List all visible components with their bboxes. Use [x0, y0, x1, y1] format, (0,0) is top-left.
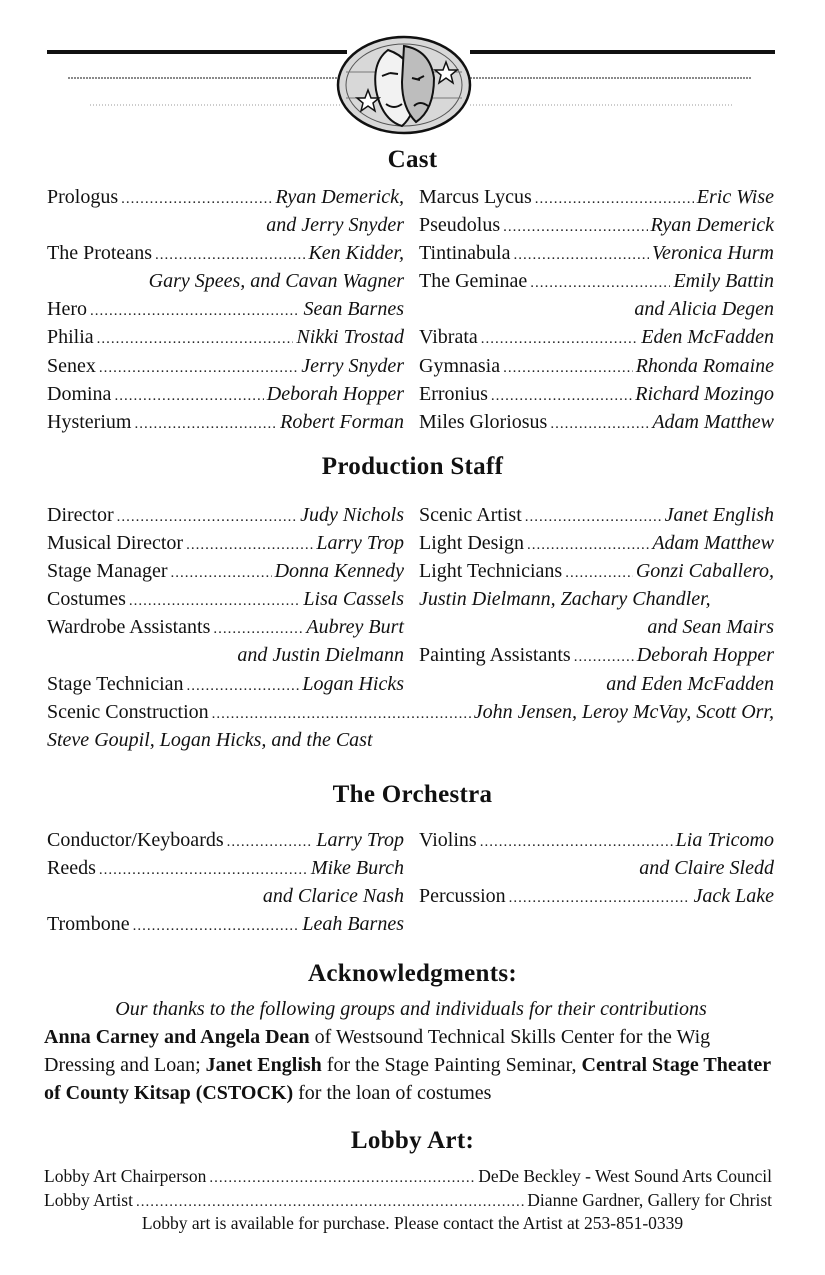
credit-row [419, 383, 774, 411]
ack-text-3: for the loan of costumes [293, 1082, 492, 1104]
credit-role: Domina [47, 382, 112, 405]
credit-name: Gonzi Caballero, [635, 560, 774, 583]
credit-role: Trombone [47, 913, 130, 936]
leader-dots [121, 191, 272, 208]
credit-row [419, 644, 774, 672]
credit-row [47, 355, 404, 383]
credit-row [47, 673, 404, 701]
credit-role: Vibrata [419, 326, 478, 349]
credit-row [419, 885, 774, 913]
credit-row [47, 242, 404, 270]
credit-row [47, 857, 404, 885]
credit-row [419, 829, 774, 857]
credit-role: Light Technicians [419, 560, 563, 583]
credit-role: Lobby Artist [44, 1189, 133, 1210]
credit-row [47, 383, 404, 411]
credit-row [47, 186, 404, 214]
leader-dots [227, 834, 314, 851]
credit-continuation: Steve Goupil, Logan Hicks, and the Cast [47, 729, 373, 752]
leader-dots [117, 509, 297, 526]
credit-name: Robert Forman [280, 410, 404, 433]
ack-text-2: for the Stage Painting Seminar, [321, 1054, 582, 1076]
credit-role: Light Design [419, 532, 524, 555]
credit-role: Tintinabula [419, 242, 511, 265]
credit-continuation: and Justin Dielmann [237, 644, 404, 667]
credit-role: Prologus [47, 186, 119, 208]
credit-role: Hero [47, 298, 87, 321]
orchestra-right-column [419, 829, 774, 913]
leader-dots [525, 509, 662, 526]
credit-row [47, 913, 404, 941]
credit-name: Larry Trop [316, 829, 404, 851]
credit-role: Gymnasia [419, 354, 501, 377]
credit-continuation: and Alicia Degen [634, 298, 774, 321]
credit-role: Percussion [419, 885, 506, 908]
credit-row [419, 355, 774, 383]
credit-row [419, 532, 774, 560]
header-ornament [0, 0, 825, 145]
lobby-art-heading: Lobby Art: [350, 1127, 475, 1154]
credit-name: Jerry Snyder [301, 354, 404, 377]
cast-left-column [47, 186, 404, 439]
credit-name: Mike Burch [310, 857, 404, 880]
credit-row [47, 298, 404, 326]
credit-name: Judy Nichols [300, 504, 404, 526]
credit-row [419, 560, 774, 588]
credit-continuation: and Clarice Nash [262, 885, 404, 908]
credit-name: Emily Battin [673, 270, 774, 293]
leader-dots [129, 593, 301, 610]
leader-dots [503, 219, 647, 236]
leader-dots [133, 918, 300, 935]
lobby-art-note: Lobby art is available for purchase. Please contact the Artist at 253-851-0339 [141, 1213, 684, 1233]
credit-name: Rhonda Romaine [635, 354, 774, 377]
lobby-art-list [44, 1166, 772, 1213]
credit-continuation: Gary Spees, and Cavan Wagner [148, 270, 404, 293]
credit-role: Scenic Artist [419, 504, 522, 526]
credit-name: Nikki Trostad [296, 326, 404, 349]
credit-name: Eden McFadden [641, 326, 774, 349]
credit-continuation: and Sean Mairs [647, 616, 774, 639]
credit-name: Richard Mozingo [635, 382, 774, 405]
leader-dots [503, 360, 633, 377]
credit-name: Deborah Hopper [266, 382, 404, 405]
credit-row [419, 186, 774, 214]
credit-role: Miles Gloriosus [419, 410, 548, 433]
credit-row [419, 214, 774, 242]
masks-emblem-icon [338, 37, 470, 133]
leader-dots [97, 331, 294, 348]
credit-name: Lia Tricomo [675, 829, 774, 851]
credit-role: Stage Technician [47, 672, 184, 695]
credit-role: Lobby Art Chairperson [44, 1166, 207, 1186]
credit-row [47, 532, 404, 560]
credit-name: Adam Matthew [652, 410, 774, 433]
leader-dots [509, 890, 691, 907]
cast-right-column [419, 186, 774, 439]
production-staff-heading: Production Staff [321, 453, 504, 480]
credit-continuation: and Eden McFadden [606, 672, 774, 695]
credit-role: The Geminae [419, 270, 528, 293]
credit-role: The Proteans [47, 242, 152, 265]
credit-role: Stage Manager [47, 560, 168, 583]
credit-name: Donna Kennedy [274, 560, 404, 583]
credit-row [47, 326, 404, 354]
leader-dots [565, 565, 633, 582]
credit-name: DeDe Beckley - West Sound Arts Council [478, 1166, 772, 1186]
credit-name: Ryan Demerick [650, 214, 774, 237]
leader-dots [171, 565, 272, 582]
credit-name: Leah Barnes [302, 913, 404, 936]
leader-dots [212, 706, 471, 723]
leader-dots [574, 649, 634, 666]
leader-dots [186, 537, 313, 554]
acknowledgments-text [44, 995, 778, 1107]
orchestra-heading: The Orchestra [332, 781, 493, 808]
ack-text-1: of Westsound Technical Skills Center for the Wig Dressing and Loan; [44, 1026, 711, 1076]
acknowledgments-heading: Acknowledgments: [308, 960, 517, 987]
credit-name: Adam Matthew [652, 532, 774, 555]
credit-name: Ryan Demerick, [275, 186, 404, 208]
leader-dots [134, 416, 277, 433]
credit-continuation: and Jerry Snyder [266, 214, 404, 237]
leader-dots [527, 537, 649, 554]
credit-row [47, 504, 404, 532]
credit-name: Larry Trop [316, 532, 404, 555]
leader-dots [99, 360, 298, 377]
credit-row [44, 1166, 772, 1190]
credit-role: Marcus Lycus [419, 186, 532, 208]
production-right-column [419, 504, 774, 701]
ack-bold-names-1: Anna Carney and Angela Dean [44, 1026, 310, 1048]
leader-dots [136, 1194, 524, 1211]
leader-dots [209, 1170, 475, 1187]
credit-name: Aubrey Burt [306, 616, 404, 639]
leader-dots [213, 621, 303, 638]
acknowledgments-intro: Our thanks to the following groups and individuals for their contributions [115, 998, 707, 1020]
credit-role: Reeds [47, 857, 96, 880]
credit-row [47, 616, 404, 644]
leader-dots [187, 678, 300, 695]
credit-role: Erronius [419, 382, 488, 405]
leader-dots [155, 247, 305, 264]
credit-role: Pseudolus [419, 214, 501, 237]
credit-name: Janet English [664, 504, 774, 526]
cast-heading: Cast [387, 146, 438, 173]
leader-dots [90, 303, 300, 320]
credit-row [47, 560, 404, 588]
leader-dots [99, 862, 308, 879]
leader-dots [114, 388, 263, 405]
credit-row [419, 270, 774, 298]
credit-name: Veronica Hurm [651, 242, 774, 265]
production-left-column [47, 504, 404, 701]
credit-role: Scenic Construction [47, 701, 209, 723]
leader-dots [535, 191, 694, 208]
orchestra-left-column [47, 829, 404, 941]
credit-role: Violins [419, 829, 477, 851]
leader-dots [550, 416, 649, 433]
credit-name: Jack Lake [693, 885, 774, 908]
credit-role: Painting Assistants [419, 644, 571, 667]
credit-name: Eric Wise [696, 186, 774, 208]
credit-role: Hysterium [47, 410, 132, 433]
leader-dots [491, 388, 632, 405]
credit-role: Costumes [47, 588, 126, 611]
scenic-construction-credit [47, 701, 774, 757]
leader-dots [514, 247, 649, 264]
credit-name: Logan Hicks [302, 672, 404, 695]
leader-dots [481, 331, 638, 348]
credit-name: Deborah Hopper [636, 644, 774, 667]
credit-role: Conductor/Keyboards [47, 829, 224, 851]
credit-role: Director [47, 504, 114, 526]
credit-continuation: Justin Dielmann, Zachary Chandler, [419, 588, 711, 611]
credit-row [47, 829, 404, 857]
credit-row [47, 588, 404, 616]
credit-role: Wardrobe Assistants [47, 616, 211, 639]
credit-row [419, 411, 774, 439]
credit-row [419, 242, 774, 270]
credit-role: Musical Director [47, 532, 184, 555]
ack-bold-names-3: Central Stage Theater of County Kitsap (CSTOCK) [44, 1054, 771, 1104]
credit-name: Ken Kidder, [308, 242, 404, 265]
credit-name: John Jensen, Leroy McVay, Scott Orr, [473, 701, 774, 723]
ack-bold-names-2: Janet English [205, 1054, 322, 1076]
credit-name: Lisa Cassels [303, 588, 404, 611]
credit-name: Sean Barnes [303, 298, 404, 321]
credit-row [419, 504, 774, 532]
credit-name: Dianne Gardner, Gallery for Christ [527, 1189, 772, 1210]
leader-dots [530, 275, 670, 292]
credit-role: Senex [47, 354, 96, 377]
credit-role: Philia [47, 326, 94, 349]
credit-continuation: and Claire Sledd [639, 857, 774, 880]
credit-row [44, 1190, 772, 1214]
credit-row [47, 411, 404, 439]
leader-dots [480, 834, 673, 851]
credit-row [419, 326, 774, 354]
